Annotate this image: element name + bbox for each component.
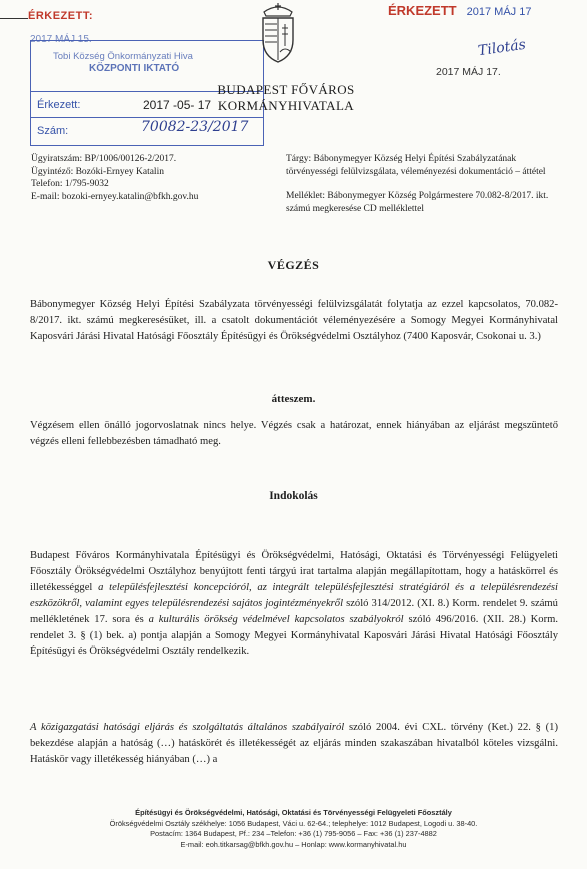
- received-stamp-date-right: 2017 MÁJ 17: [466, 6, 532, 18]
- reasoning-text-b: szóló 2004. évi CXL. törvény (Ket.) 22. § (1) bekezdése alapján a hatóság (…) hatáskörét és illetékességét az eljárás minden szakaszában hivatalból köteles vizsgálni. Hatáskör vagy illetékesség hiányában (…) a: [30, 722, 558, 765]
- email-line: [31, 191, 261, 204]
- email-link[interactable]: bozoki-ernyey.katalin@bfkh.gov.hu: [61, 191, 199, 202]
- case-number: Ügyiratszám: BP/1006/00126-2/2017.: [31, 154, 177, 164]
- ruling-verb: átteszem.: [271, 393, 316, 405]
- office-stamp-received-label: Érkezett:: [37, 99, 81, 111]
- footer-contact: E-mail: eoh.titkarsag@bfkh.gov.hu – Honlap: www.kormanyhivatal.hu: [180, 839, 407, 849]
- reasoning-text-c: szóló 314/2012. (XI. 8.) Korm. rendelet 9. számú mellékletének 17. sora és: [30, 598, 558, 625]
- office-stamp-divider-2: [31, 117, 263, 118]
- office-stamp-number-value: 70082-23/2017: [141, 119, 249, 135]
- reasoning-text-a: Budapest Főváros Kormányhivatala Építésügyi és Örökségvédelmi, Hatósági, Oktatási és Törvényességi Felügyeleti Főosztály Örökségvédelmi Osztályhoz benyújtott fenti tárgyú irat tartalma alapján megállapítottam, hogy a hatáskörrel és illetékességgel: [30, 550, 558, 593]
- handwritten-note: Tilotás: [477, 36, 527, 60]
- reasoning-text-e: szóló 496/2016. (XII. 28.) Korm. rendelet 3. § (1) bek. a) pontja alapján a Somogy Megyei Kormányhivatal Kaposvári Járási Hivatal Hatósági Főosztály Építésügyi és Örökségvédelmi Osztály rendelkezik.: [30, 614, 558, 657]
- phone: Telefon: 1/795-9032: [31, 179, 109, 189]
- authority-header: [196, 82, 376, 114]
- case-metadata: [31, 153, 261, 203]
- document-title: VÉGZÉS: [267, 258, 320, 272]
- ruling-paragraph: Bábonymegyer Község Helyi Építési Szabályzata törvényességi felülvizsgálatát folytatja az ezzel kapcsolatos, 70.082-8/2017. ikt. számú megkeresésüket, ill. a csatolt dokumentációt véleményezésére a Somogy Megyei Kormányhivatal Kaposvári Járási Hivatal Hatósági Főosztály Építésügyi és Örökségvédelmi Osztályhoz (7400 Kaposvár, Csokonai u. 3.): [30, 299, 558, 342]
- received-stamp-label: ÉRKEZETT:: [28, 10, 93, 22]
- reasoning-paragraph-1: [30, 548, 558, 660]
- reasoning-law-title-1: a településfejlesztési koncepcióról, az integrált településfejlesztési stratégiáról és a településrendezési eszközökről, valamint egyes településrendezési sajátos jogintézményekről: [30, 582, 558, 609]
- footer-department: Építésügyi és Örökségvédelmi, Hatósági, Oktatási és Törvényességi Felügyeleti Főosztály: [135, 808, 452, 817]
- footer-postal: Postacím: 1364 Budapest, Pf.: 234 –Telefon: +36 (1) 795-9056 – Fax: +36 (1) 237-4882: [150, 829, 437, 838]
- remedy-paragraph: Végzésem ellen önálló jogorvoslatnak nincs helye. Végzés csak a határozat, ennek hiányában az eljárást megszüntető végzés elleni fellebbezésben támadható meg.: [30, 420, 558, 447]
- reasoning-law-title-2: a kulturális örökség védelmével kapcsolatos szabályokról: [148, 614, 404, 625]
- office-stamp-line1: Tobi Község Önkormányzati Hiva: [53, 51, 193, 62]
- office-stamp-number-label: Szám:: [37, 125, 69, 137]
- subject: Tárgy: Bábonymegyer Község Helyi Építési Szabályzatának törvényességi felülvizsgálata, véleményezési dokumentáció – áttétel: [286, 154, 546, 177]
- coat-of-arms-icon: [256, 2, 300, 64]
- subject-block: [286, 153, 556, 215]
- authority-name-line2: KORMÁNYHIVATALA: [217, 98, 355, 113]
- attachment: Melléklet: Bábonymegyer Község Polgármestere 70.082-8/2017. ikt. számú megkeresése CD melléklettel: [286, 191, 549, 214]
- footer-address: Örökségvédelmi Osztály székhelye: 1056 Budapest, Váci u. 62-64.; telephelye: 1012 Budapest, Logodi u. 38-40.: [109, 818, 478, 828]
- stamp-line: [0, 18, 28, 19]
- office-stamp-line2: KÖZPONTI IKTATÓ: [89, 63, 180, 74]
- received-stamp-top-right: [388, 2, 583, 22]
- email-label: E-mail:: [31, 191, 62, 202]
- office-stamp-received-date: 2017 -05- 17: [143, 98, 212, 112]
- reasoning-paragraph-2: [30, 720, 558, 768]
- case-officer: Ügyintéző: Bozóki-Ernyey Katalin: [31, 166, 164, 177]
- reasoning-heading: Indokolás: [269, 490, 318, 502]
- date-stamp-right: 2017 MÁJ 17.: [436, 66, 501, 78]
- authority-name-line1: BUDAPEST FŐVÁROS: [217, 82, 355, 97]
- received-stamp-date: 2017 MÁJ 15.: [30, 34, 92, 45]
- footer: [0, 808, 587, 850]
- reasoning-law-title-3: A közigazgatási hatósági eljárás és szolgáltatás általános szabályairól: [30, 722, 345, 733]
- received-stamp-label-right: ÉRKEZETT: [388, 3, 457, 18]
